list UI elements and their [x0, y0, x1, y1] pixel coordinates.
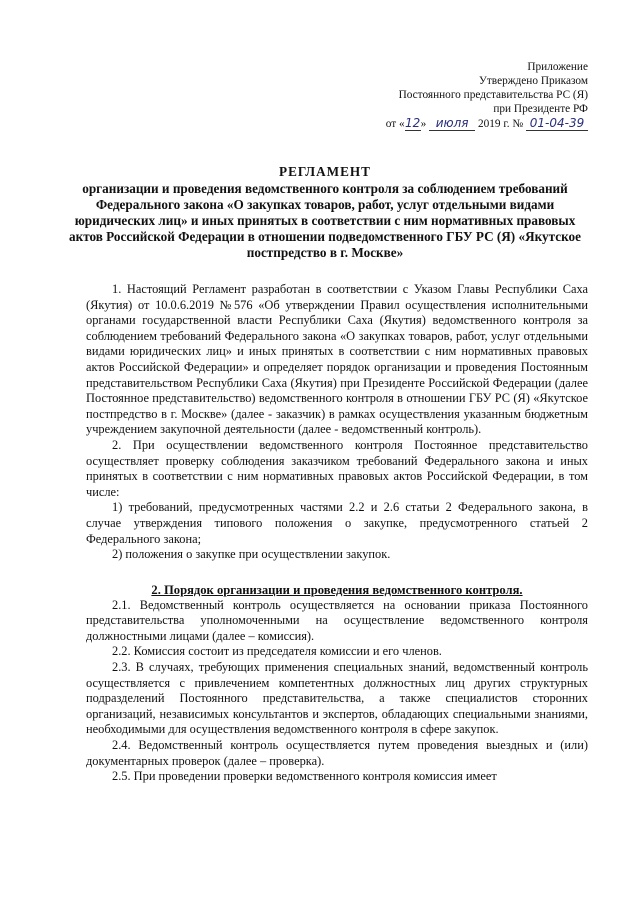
approval-line-approved: Утверждено Приказом — [478, 75, 588, 87]
handwritten-day: 12 — [405, 116, 421, 130]
section-2-heading-text: 2. Порядок организации и проведения ведомственного контроля. — [151, 582, 523, 597]
paragraph-2-3: 2.3. В случаях, требующих применения специальных знаний, ведомственный контроль осуществляется с привлечением компетентных должностных лиц других структурных подразделений Постоянного представительства, а также специалистов сторонних организаций, независимых консультантов и экспертов, обладающих специальными знаниями, необходимыми для осуществления ведомственного контроля в сфере закупок. — [86, 660, 588, 737]
handwritten-month: июля — [429, 116, 475, 131]
date-prefix: от « — [385, 118, 405, 130]
paragraph-2-1: 2.1. Ведомственный контроль осуществляется на основании приказа Постоянного представительства уполномоченными на осуществление ведомственного контроля должностными лицами (далее – комиссия). — [86, 597, 588, 643]
paragraph-2-5: 2.5. При проведении проверки ведомственного контроля комиссия имеет — [112, 769, 497, 784]
approval-stamp — [248, 60, 588, 131]
document-title — [62, 164, 588, 261]
paragraph-2-item-1: 1) требований, предусмотренных частями 2.2 и 2.6 статьи 2 Федерального закона, в случае утверждения типового положения о закупке, предусмотренного статьей 2 Федерального закона; — [86, 500, 588, 546]
title-subtitle: организации и проведения ведомственного контроля за соблюдением требований Федерального закона «О закупках товаров, работ, услуг отдельными видами юридических лиц» и иных принятых в соответствии с ним нормативных правовых актов Российской Федерации в отношении подведомственного ГБУ РС (Я) «Якутское постпредство в г. Москве» — [69, 181, 581, 260]
paragraph-2-4: 2.4. Ведомственный контроль осуществляется путем проведения выездных и (или) документарных проверок (далее – проверка). — [86, 738, 588, 768]
approval-line-appendix: Приложение — [527, 61, 588, 73]
approval-line-president: при Президенте РФ — [493, 103, 588, 115]
handwritten-order-number: 01-04-39 — [526, 116, 588, 131]
date-mid: » — [420, 118, 430, 130]
document-body — [86, 282, 588, 785]
paragraph-1: 1. Настоящий Регламент разработан в соответствии с Указом Главы Республики Саха (Якутия) от 10.0.6.2019 №576 «Об утверждении Правил осуществления исполнительными органами государственной власти Республики Саха (Якутия) ведомственного контроля за соблюдением требований Федерального закона «О закупках товаров, работ, услуг отдельными видами юридических лиц» и иных принятых в соответствии с ним нормативных правовых актов Российской Федерации» и определяет порядок организации и проведения Постоянным представительством Республики Саха (Якутия) при Президенте Российской Федерации (далее Постоянное представительство) ведомственного контроля в отношении ГБУ РС (Я) «Якутское постпредство в г. Москве» (далее - заказчик) в рамках осуществления указанным бюджетным учреждением закупочной деятельности (далее - ведомственный контроль). — [86, 282, 588, 437]
date-year: 2019 г. № — [475, 118, 526, 130]
paragraph-2-item-2: 2) положения о закупке при осуществлении закупок. — [112, 547, 391, 562]
title-heading: РЕГЛАМЕНТ — [279, 164, 371, 179]
paragraph-2: 2. При осуществлении ведомственного контроля Постоянное представительство осуществляет проверку соблюдения заказчиком требований Федерального закона и иных принятых в соответствии с ним нормативных правовых актов Российской Федерации, в том числе: — [86, 437, 588, 499]
approval-date-line — [248, 116, 588, 131]
paragraph-2-2: 2.2. Комиссия состоит из председателя комиссии и его членов. — [112, 644, 442, 659]
approval-line-representation: Постоянного представительства РС (Я) — [398, 89, 588, 101]
section-2-heading — [86, 582, 588, 598]
